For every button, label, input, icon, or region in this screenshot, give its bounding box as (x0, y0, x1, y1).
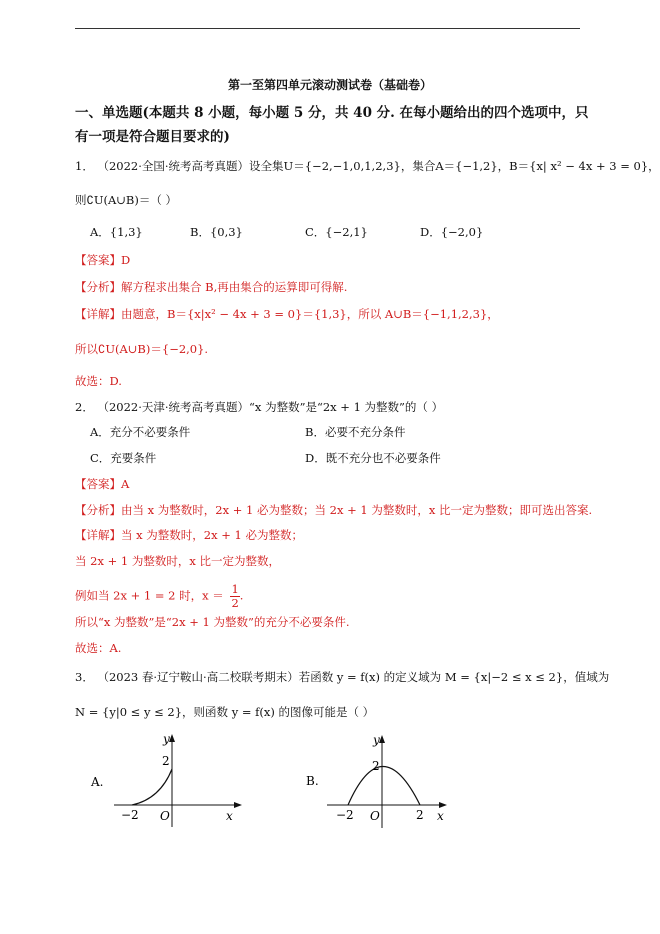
page-title: 第一至第四单元滚动测试卷（基础卷） (227, 78, 432, 92)
q1-choose: 故选：D. (75, 374, 122, 388)
graph-a-origin: O (160, 809, 170, 823)
graph-b-curve (348, 767, 420, 806)
graph-b-y-label: y (373, 733, 380, 747)
q2-detail-3: 例如当 2x + 1 = 2 时，x ＝ $\frac{1}{2}$ . (75, 582, 244, 610)
q1-detail-1: 【详解】由题意，B＝{x|x² − 4x + 3 = 0}＝{1,3}，所以 A∪B＝{−1,1,2,3}， (75, 307, 499, 321)
graph-b-y-arrow (379, 735, 385, 743)
q2-option-a: A．充分不必要条件 (90, 425, 191, 439)
q2-detail-2: 当 2x + 1 为整数时，x 比一定为整数， (75, 554, 281, 568)
section-heading: 一、单选题(本题共 8 小题，每小题 5 分，共 40 分. 在每小题给出的四个选项中，只有一项是符合题目要求的) (75, 105, 589, 145)
graph-a-x-label: x (226, 809, 233, 823)
q2-option-b: B．必要不充分条件 (305, 425, 406, 439)
graph-a-label: A. (91, 775, 104, 789)
graph-a-y-arrow (169, 734, 175, 742)
q1-option-c: C．{−2,1} (305, 225, 368, 239)
graph-b-origin: O (370, 809, 380, 823)
q2-frac-den: 2 (231, 596, 239, 610)
q2-choose: 故选：A. (75, 641, 122, 655)
q2-fraction (230, 583, 239, 610)
header-rule (75, 28, 580, 29)
q1-detail-2: 所以∁U(A∪B)＝{−2,0}. (75, 342, 209, 356)
graph-a-curve (132, 769, 172, 805)
q1-option-b: B．{0,3} (190, 225, 243, 239)
graph-b-tick-pos2: 2 (416, 808, 424, 822)
graph-a (88, 725, 258, 835)
graph-a-tick-neg2: −2 (121, 808, 139, 822)
q2-option-c: C．充要条件 (90, 451, 157, 465)
graph-b-tick-y2: 2 (372, 759, 380, 773)
q3-stem-line1: 3． （2023 春·辽宁鞍山·高二校联考期末）若函数 y = f(x) 的定义域为 M = {x|−2 ≤ x ≤ 2}，值域为 (75, 670, 610, 684)
graph-a-x-arrow (234, 802, 242, 808)
q2-stem: 2． （2022·天津·统考高考真题）“x 为整数”是“2x + 1 为整数”的（ ） (75, 400, 444, 414)
q1-stem-line2: 则∁U(A∪B)＝（ ） (75, 193, 178, 207)
graph-b-tick-neg2: −2 (336, 808, 354, 822)
q2-frac-num: 1 (231, 582, 239, 596)
q2-detail-3-text: 例如当 2x + 1 = 2 时，x ＝ (75, 588, 224, 603)
graph-b (303, 728, 463, 838)
q1-option-d: D．{−2,0} (420, 225, 484, 239)
graph-b-x-label: x (437, 809, 444, 823)
q1-option-a: A．{1,3} (90, 225, 143, 239)
q2-answer: 【答案】A (75, 477, 130, 491)
q2-analysis: 【分析】由当 x 为整数时，2x + 1 必为整数；当 2x + 1 为整数时，x 比一定为整数；即可选出答案. (75, 503, 593, 517)
graph-b-label: B. (306, 774, 319, 788)
q2-detail-4: 所以“x 为整数”是“2x + 1 为整数”的充分不必要条件. (75, 615, 350, 629)
q1-analysis: 【分析】解方程求出集合 B,再由集合的运算即可得解. (75, 280, 348, 294)
q3-stem-line2: N = {y|0 ≤ y ≤ 2}，则函数 y = f(x) 的图像可能是（ ） (75, 705, 375, 719)
graph-a-y-label: y (163, 732, 170, 746)
q2-option-d: D．既不充分也不必要条件 (305, 451, 441, 465)
graph-a-tick-y2: 2 (162, 754, 170, 768)
q2-detail-1: 【详解】当 x 为整数时，2x + 1 必为整数； (75, 528, 304, 542)
q1-answer: 【答案】D (75, 253, 131, 267)
graph-b-x-arrow (439, 802, 447, 808)
q1-stem-line1: 1． （2022·全国·统考高考真题）设全集U＝{−2,−1,0,1,2,3}，集合A＝{−1,2}，B＝{x| x² − 4x + 3 = 0}， (75, 159, 660, 173)
